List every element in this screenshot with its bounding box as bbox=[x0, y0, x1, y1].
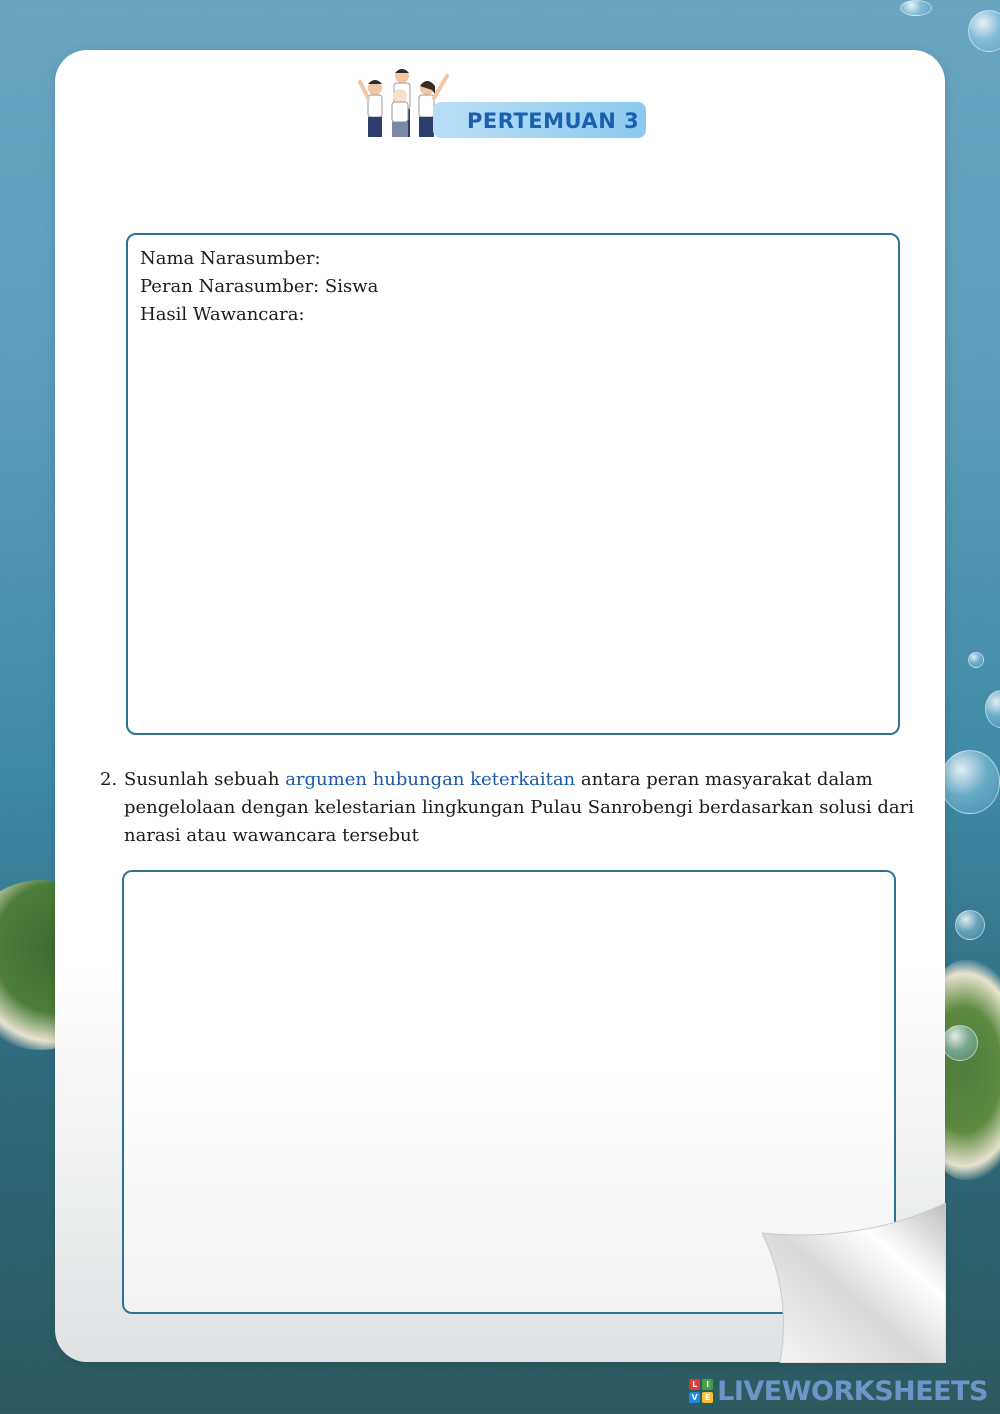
brand-logo-letter: E bbox=[702, 1392, 713, 1403]
question-text bbox=[124, 766, 920, 850]
brand-name: LIVEWORKSHEETS bbox=[717, 1375, 988, 1407]
brand-logo-letter: L bbox=[689, 1379, 700, 1390]
water-bubble-decoration bbox=[968, 10, 1000, 52]
water-bubble-decoration bbox=[968, 652, 984, 668]
interviewee-role-label: Peran Narasumber: Siswa bbox=[140, 276, 379, 297]
water-bubble-decoration bbox=[900, 0, 932, 16]
page-curl-decoration bbox=[762, 1203, 946, 1363]
brand-logo-letter: I bbox=[702, 1379, 713, 1390]
water-bubble-decoration bbox=[985, 690, 1000, 728]
brand-logo-letter: V bbox=[689, 1392, 700, 1403]
question-number: 2. bbox=[100, 769, 118, 790]
meeting-badge-label: PERTEMUAN 3 bbox=[467, 109, 640, 133]
water-bubble-decoration bbox=[942, 1025, 978, 1061]
interviewee-name-label: Nama Narasumber: bbox=[140, 248, 321, 269]
question-highlight: argumen hubungan keterkaitan bbox=[285, 769, 576, 790]
interview-fields bbox=[140, 245, 378, 329]
meeting-header bbox=[355, 64, 655, 144]
interview-result-box[interactable] bbox=[126, 233, 900, 735]
question-text-start: Susunlah sebuah bbox=[124, 769, 286, 790]
liveworksheets-logo bbox=[689, 1376, 988, 1406]
interview-result-label: Hasil Wawancara: bbox=[140, 304, 305, 325]
water-bubble-decoration bbox=[955, 910, 985, 940]
question-2 bbox=[100, 766, 920, 850]
water-bubble-decoration bbox=[940, 750, 1000, 814]
question-text-end: antara peran masyarakat dalam pengelolaan dengan kelestarian lingkungan Pulau Sanrobengi berdasarkan solusi dari narasi atau wawancara tersebut bbox=[124, 769, 914, 846]
brand-logo-icon bbox=[689, 1379, 713, 1403]
